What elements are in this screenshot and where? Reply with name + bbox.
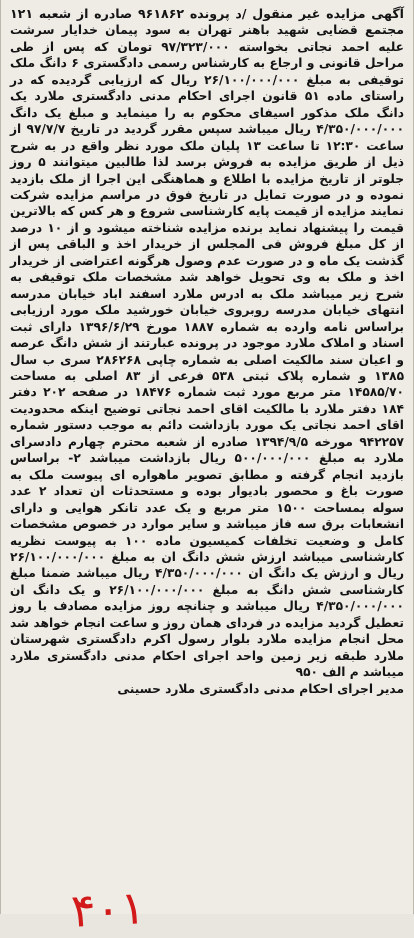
notice-body: قضایی شهید باهنر تهران به سود پیمان خدایار سرشت علیه احمد نجاتی بخواسته ۹۷/۳۲۳/۰۰۰ تومان که پس از طی مراحل قانونی و ارجاع به کارشناس رسمی دادگستری ۶ دانگ ملک توقیفی به مبلغ ۲۶/۱۰۰/۰۰۰/۰۰۰ ریال که ارزیابی گردیده که در راستای ماده ۵۱ قانون اجرای احکام مدنی دادگستری ملارد یک دانگ ملک مذکور اسیفای محکوم به را مینماید و مبلغ یک دانگ ۴/۳۵۰/۰۰۰/۰۰۰ ریال میباشد سپس مقرر گردید در تاریخ ۹۷/۷/۷ از ساعت ۱۲:۳۰ تا ساعت ۱۳ پلیان ملک مورد نظر واقع در به شرح ذیل از طریق مزایده به فروش برسد لذا طالبین میتوانند ۵ روز جلوتر از تاریخ مزایده با اطلاع و هماهنگی این اجرا از ملک بازدید نموده و در صورت تمایل در تاریخ فوق در مراسم مزایده شرکت نمایند مزایده از قیمت پایه کارشناسی شروع و هر کس که بالاترین قیمت را پیشنهاد نماید برنده مزایده شناخته میشود و از ۱۰ درصد از کل مبلغ فروش فی المجلس از خریدار اخذ و الباقی پس از گذشت یک ماه و در صورت عدم وصول هرگونه اعتراضی از خریدار اخذ و ملک به وی تحویل خواهد شد مشخصات ملک توقیفی به شرح زیر میباشد ملک به ادرس ملارد اسفند اباد خیابان مدرسه انتهای خیابان مدرسه روبروی خیابان خورشید ملک مورد ارزیابی براساس نامه وارده به شماره ۱۸۸۷ مورخ ۱۳۹۶/۶/۲۹ دارای ثبت اسناد و املاک ملارد موجود در پرونده عبارتند از شش دانگ عرصه و اعیان سند مالکیت اصلی به شماره چاپی ۲۸۶۲۶۸ سری ب سال ۱۳۸۵ و شماره پلاک ثبتی ۵۳۸ فرعی از ۸۳ اصلی به مساحت ۱۴۵۸۵/۷۰ متر مربع مورد ثبت شماره ۱۸۴۷۶ در صفحه ۲۰۲ دفتر ۱۸۴ دفتر ملارد با مالکیت اقای احمد نجاتی توضیح اینکه محدودیت اقای احمد نجاتی یک مورد بازداشت دائم به موجب دستور شماره ۹۴۲۲۵۷ مورخه ۱۳۹۴/۹/۵ صادره از شعبه محترم چهارم دادسرای ملارد به مبلغ ۵۰۰/۰۰۰/۰۰۰ ریال بازداشت میباشد ۲- براساس بازدید انجام گرفته و مطابق تصویر ماهواره ای پیوست ملک به صورت باغ و محصور بادیوار بوده و مستحدثات ان تعداد ۲ عدد سوله بمساحت ۱۵۰۰ متر مربع و یک عدد تانکر هوایی و دارای انشعابات برق سه فاز میباشد و سایر موارد در خصوص مشخصات کامل و وضعیت تخلفات کمیسیون ماده ۱۰۰ به پیوست نظریه کارشناسی میباشد ارزش شش دانگ ان به مبلغ ۲۶/۱۰۰/۰۰۰/۰۰۰ ریال و ارزش یک دانگ ان ۴/۳۵۰/۰۰۰/۰۰۰ ریال میباشد ضمنا مبلغ کارشناسی شش دانگ به مبلغ ۲۶/۱۰۰/۰۰۰/۰۰۰ و یک دانگ ان ۴/۳۵۰/۰۰۰/۰۰۰ ریال میباشد و چنانچه روز مزایده مصادف با روز تعطیل گردید مزایده در فردای همان روز و ساعت انجام خواهد شد محل انجام مزایده ملارد بلوار رسول اکرم دادگستری شهرستان ملارد طبقه زیر زمین واحد اجرای احکام مدنی دادگستری ملارد میباشد م الف ۹۵۰ [10,23,405,680]
auction-notice [10,6,404,914]
handwritten-stamp: ۴۰۱ [69,880,147,938]
notice-title: آگهی مزایده غیر منقول /د پرونده ۹۶۱۸۶۲ صادره از شعبه ۱۲۱ مجتمع [10,6,405,38]
notice-signature: مدیر اجرای احکام مدنی دادگستری ملارد حسینی [117,681,404,696]
